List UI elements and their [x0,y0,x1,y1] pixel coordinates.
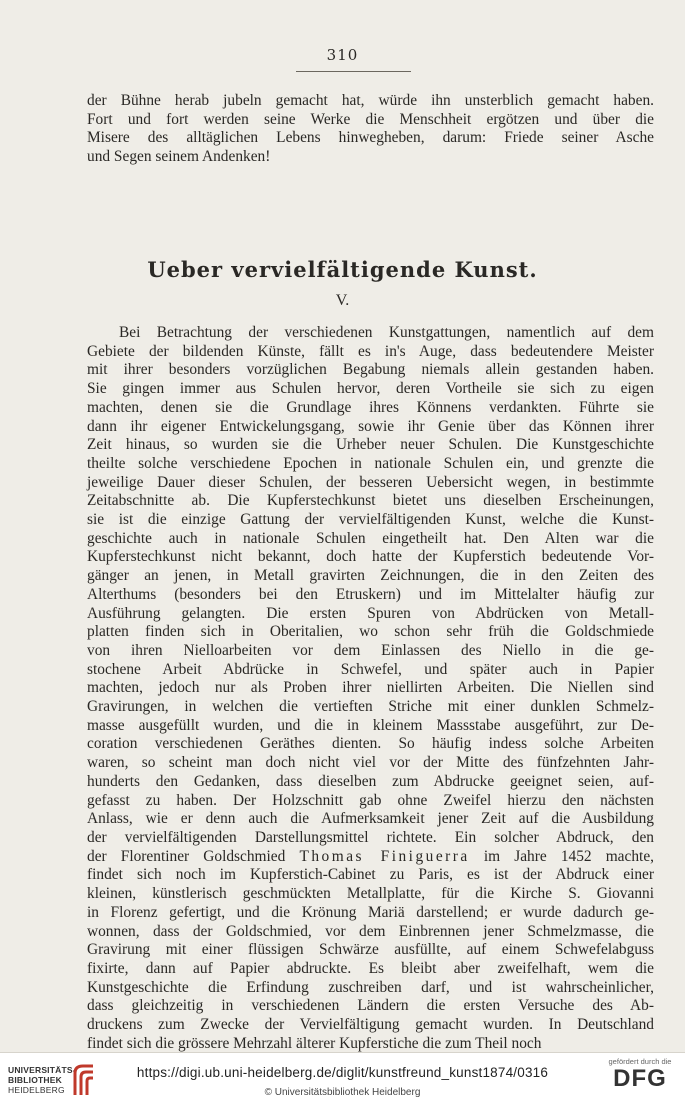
text-line: geschichte auch in nationale Schulen eingetheilt hat. Den Alten war die [87,529,654,547]
text-line: dass gleichzeitig in verschiedenen Ländern die ersten Versuche des Ab- [87,997,654,1015]
text-line [87,848,654,867]
text-line: coration verschiedenen Geräthes dienten. So häufig indess solche Arbeiten [87,735,654,753]
text-line: Fort und fort werden seine Werke die Menschheit ergötzen und über die [87,110,654,128]
text-line: jeweilige Dauer dieser Schulen, der besseren Uebersicht wegen, in bestimmte [87,473,654,491]
text-line: machten, denen sie die Grundlage ihres Könnens verdankten. Führte sie [87,398,654,416]
text-line: in Florenz gefertigt, und die Krönung Mariä darstellend; er wurde dadurch ge- [87,903,654,921]
text-line: Zeit hinaus, so wurden sie die Urheber neuer Schulen. Die Kunstgeschichte [87,436,654,454]
article-title: Ueber vervielfältigende Kunst. [147,257,538,282]
text-line: und Segen seinem Andenken! [87,148,271,166]
dfg-logo-icon: DFG [613,1065,667,1092]
text-line: hunderts den Gedanken, dass dieselben zum Abdrucke geeignet seien, auf- [87,772,654,790]
spaced-name: Thomas Finiguerra [299,847,470,865]
library-name-line2: BIBLIOTHEK [8,1075,62,1085]
text-line: kleinen, künstlerisch geschmückten Metallplatte, für die Kirche S. Giovanni [87,885,654,903]
text-line: sie ist die einzige Gattung der vervielfältigenden Kunst, welche die Kunst- [87,511,654,529]
text-line: wonnen, dass der Goldschmied, vor dem Einbrennen jener Schmelzmasse, die [87,922,654,940]
text-line: Alterthums (besonders bei den Etruskern) und im Mittelalter häufig zur [87,585,654,603]
text-line: dann ihr eigener Entwickelungsgang, sowie ihr Genie über das Können ihrer [87,417,654,435]
text-line: fixirte, dann auf Papier abdruckte. Es bleibt aber zweifelhaft, wem die [87,959,654,977]
text-line: mit ihrer besonders vorzüglichen Begabung niemals allein gestanden haben. [87,361,654,379]
body-paragraph [87,324,654,1053]
text-line: theilte solche verschiedene Epochen in nationale Schulen ein, und grenzte die [87,454,654,472]
text-line: Gebiete der bildenden Künste, fällt es in's Auge, dass bedeutendere Meister [87,342,654,360]
text-segment: der Florentiner Goldschmied [87,847,300,865]
copyright-text: © Universitätsbibliothek Heidelberg [264,1087,421,1098]
library-name-line1: UNIVERSITÄTS- [8,1065,76,1075]
text-line: von ihren Nielloarbeiten vor dem Einlassen des Niello in die ge- [87,641,654,659]
text-line: Kupferstechkunst nicht bekannt, doch hatte der Kupferstich bedeutende Vor- [87,548,654,566]
funder-label: gefördert durch die [608,1057,672,1066]
text-line: gefasst zu haben. Der Holzschnitt gab ohne Zweifel hierzu den nächsten [87,791,654,809]
text-line: der Bühne herab jubeln gemacht hat, würde ihn unsterblich gemacht haben. [87,92,654,109]
page-number: 310 [326,46,359,64]
text-line: Anlass, wie er denn auch die Aufmerksamkeit jener Zeit auf die Ausbildung [87,810,654,828]
text-line: gänger an jenen, in Metall gravirten Zeichnungen, die in den Zeiten des [87,567,654,585]
text-line: Zeitabschnitte ab. Die Kupferstechkunst bietet uns dieselben Erscheinungen, [87,492,654,510]
text-line: Kunstgeschichte die Erfindung zuschreiben darf, und ist wahrscheinlicher, [87,978,654,996]
library-name-line3: HEIDELBERG [8,1085,65,1095]
text-line: Gravirungen, in welchen die vertieften Striche mit einer dunklen Schmelz- [87,698,654,716]
text-segment: im Jahre 1452 machte, [469,847,654,865]
text-line: stochene Arbeit Abdrücke in Schwefel, und später auch in Papier [87,660,654,678]
intro-paragraph [87,92,654,167]
funder-logo[interactable] [605,1057,675,1092]
page-number-rule [296,71,411,72]
viewer-footer [0,1052,685,1106]
text-line: masse ausgefüllt wurden, und die in kleinem Massstabe ausgeführt, zur De- [87,716,654,734]
text-line: Bei Betrachtung der verschiedenen Kunstgattungen, namentlich auf dem [119,324,654,341]
text-line: findet sich noch im Kupferstich-Cabinet zu Paris, es ist der Abdruck einer [87,866,654,884]
text-line: platten finden sich in Oberitalien, wo schon sehr früh die Goldschmiede [87,623,654,641]
source-url-link[interactable]: https://digi.ub.uni-heidelberg.de/diglit/kunstfreund_kunst1874/0316 [136,1065,549,1080]
text-line: waren, so scheint man doch nicht viel vor der Mitte des fünfzehnten Jahr- [87,754,654,772]
text-line: machten, jedoch nur als Proben ihrer niellirten Arbeiten. Die Niellen sind [87,679,654,697]
text-line: druckens zum Zwecke der Vervielfältigung gemacht wurden. In Deutschland [87,1016,654,1034]
text-line: Ausführung gelangten. Die ersten Spuren von Abdrücken von Metall- [87,604,654,622]
text-line: Sie gingen immer aus Schulen hervor, deren Vortheile sie sich zu eigen [87,380,654,398]
text-line: Gravirung mit einer flüssigen Schwärze ausfüllte, auf einem Schwefelabguss [87,941,654,959]
text-line: findet sich die grössere Mehrzahl älterer Kupferstiche die zum Theil noch [87,1034,542,1052]
text-line: der vervielfältigenden Darstellungsmittel richtete. Ein solcher Abdruck, den [87,828,654,846]
text-line: Misere des alltäglichen Lebens hinwegheben, darum: Friede seiner Asche [87,129,654,147]
section-number: V. [335,292,350,309]
